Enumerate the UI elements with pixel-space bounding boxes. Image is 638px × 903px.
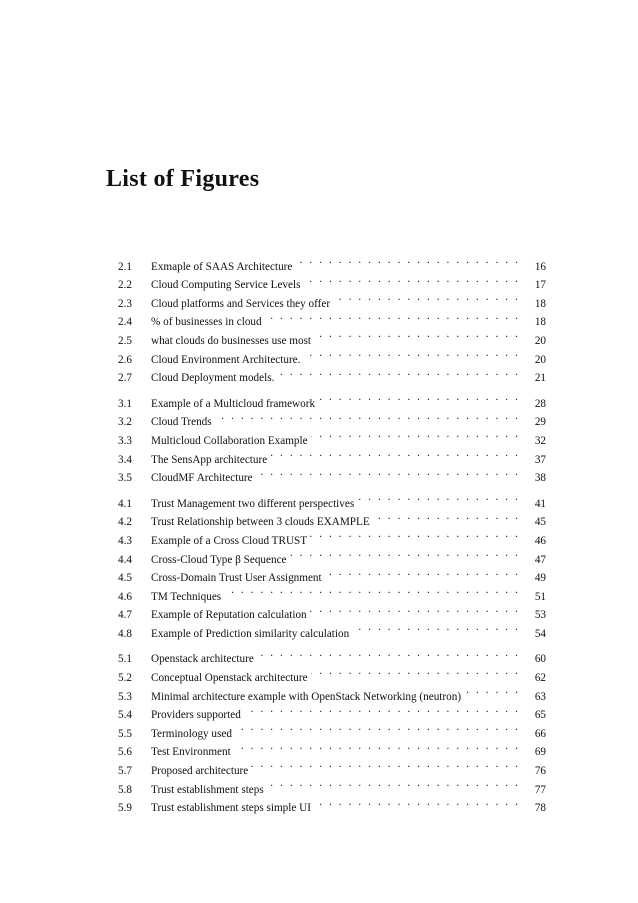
- figure-page-number: 60: [534, 653, 546, 666]
- figure-title[interactable]: Terminology used: [151, 727, 232, 740]
- figure-number: 4.6: [118, 590, 132, 603]
- figure-title[interactable]: Multicloud Collaboration Example: [151, 434, 308, 447]
- figure-page-number: 63: [534, 690, 546, 703]
- figure-title[interactable]: Example of a Multicloud framework: [151, 397, 316, 410]
- figure-group: [118, 488, 546, 640]
- figure-page-number: 45: [534, 516, 546, 529]
- figure-page-number: 38: [534, 472, 546, 485]
- figure-number: 5.1: [118, 653, 132, 666]
- figure-number: 2.2: [118, 279, 132, 292]
- dot-leader: [290, 544, 520, 563]
- figure-number: 3.5: [118, 472, 132, 485]
- figure-title[interactable]: Trust establishment steps simple UI: [151, 802, 311, 815]
- figure-group: [118, 644, 546, 815]
- dot-leader: [277, 363, 520, 382]
- dot-leader: [311, 662, 520, 681]
- figure-number: 5.5: [118, 727, 132, 740]
- figure-number: 2.3: [118, 297, 132, 310]
- figure-page-number: 18: [534, 297, 546, 310]
- figure-number: 3.1: [118, 397, 132, 410]
- figure-page-number: 77: [534, 783, 546, 796]
- figure-page-number: 29: [534, 416, 546, 429]
- figure-entry[interactable]: [118, 488, 546, 510]
- figure-page-number: 41: [534, 497, 546, 510]
- figure-page-number: 37: [534, 453, 546, 466]
- dot-leader: [257, 644, 520, 663]
- figure-page-number: 69: [534, 746, 546, 759]
- figure-number: 4.7: [118, 609, 132, 622]
- figure-title[interactable]: Example of a Cross Cloud TRUST: [151, 534, 308, 547]
- dot-leader: [234, 737, 520, 756]
- figure-page-number: 76: [534, 765, 546, 778]
- figure-title[interactable]: Cloud Trends: [151, 416, 212, 429]
- figure-page-number: 46: [534, 534, 546, 547]
- dot-leader: [314, 325, 520, 344]
- figure-title[interactable]: Providers supported: [151, 709, 241, 722]
- figure-title[interactable]: The SensApp architecture: [151, 453, 268, 466]
- figure-page-number: 51: [534, 590, 546, 603]
- figure-entry[interactable]: [118, 251, 546, 273]
- figure-number: 4.4: [118, 553, 132, 566]
- figure-title[interactable]: Conceptual Openstack architecture: [151, 672, 308, 685]
- dot-leader: [235, 718, 520, 737]
- figure-number: 3.2: [118, 416, 132, 429]
- figure-page-number: 20: [534, 334, 546, 347]
- figure-title[interactable]: Example of Reputation calculation: [151, 609, 307, 622]
- figure-title[interactable]: Trust Management two different perspectives: [151, 497, 355, 510]
- dot-leader: [464, 681, 520, 700]
- figure-page-number: 62: [534, 672, 546, 685]
- page-title: List of Figures: [106, 166, 260, 192]
- figure-number: 4.5: [118, 572, 132, 585]
- figure-title[interactable]: Openstack architecture: [151, 653, 254, 666]
- figure-title[interactable]: Trust Relationship between 3 clouds EXAMPLE: [151, 516, 370, 529]
- figure-number: 2.5: [118, 334, 132, 347]
- figure-title[interactable]: Exmaple of SAAS Architecture: [151, 260, 293, 273]
- dot-leader: [215, 407, 520, 426]
- figure-title[interactable]: Cloud Deployment models.: [151, 372, 275, 385]
- list-of-figures: [118, 251, 546, 818]
- dot-leader: [314, 793, 520, 812]
- figure-number: 2.1: [118, 260, 132, 273]
- figure-number: 2.6: [118, 353, 132, 366]
- figure-title[interactable]: Cloud Environment Architecture.: [151, 353, 301, 366]
- figure-number: 5.9: [118, 802, 132, 815]
- figure-page-number: 28: [534, 397, 546, 410]
- figure-number: 4.2: [118, 516, 132, 529]
- dot-leader: [325, 563, 520, 582]
- figure-title[interactable]: TM Techniques: [151, 590, 222, 603]
- figure-number: 2.7: [118, 372, 132, 385]
- dot-leader: [295, 251, 520, 270]
- dot-leader: [352, 618, 520, 637]
- figure-group: [118, 388, 546, 485]
- figure-page-number: 21: [534, 372, 546, 385]
- figure-title[interactable]: Proposed architecture: [151, 765, 249, 778]
- dot-leader: [318, 388, 520, 407]
- figure-entry[interactable]: [118, 644, 546, 666]
- dot-leader: [244, 700, 520, 719]
- dot-leader: [267, 774, 520, 793]
- dot-leader: [270, 444, 520, 463]
- figure-number: 2.4: [118, 316, 132, 329]
- figure-title[interactable]: Minimal architecture example with OpenStack Networking (neutron): [151, 690, 462, 703]
- dot-leader: [224, 581, 520, 600]
- figure-number: 5.3: [118, 690, 132, 703]
- dot-leader: [310, 600, 520, 619]
- figure-number: 5.6: [118, 746, 132, 759]
- figure-title[interactable]: Cross-Domain Trust User Assignment: [151, 572, 322, 585]
- figure-page-number: 53: [534, 609, 546, 622]
- figure-page-number: 78: [534, 802, 546, 815]
- figure-number: 5.7: [118, 765, 132, 778]
- figure-page-number: 32: [534, 434, 546, 447]
- figure-page-number: 17: [534, 279, 546, 292]
- dot-leader: [373, 507, 520, 526]
- dot-leader: [311, 425, 520, 444]
- figure-number: 4.3: [118, 534, 132, 547]
- figure-title[interactable]: Test Environment: [151, 746, 231, 759]
- figure-title[interactable]: what clouds do businesses use most: [151, 334, 312, 347]
- figure-number: 5.2: [118, 672, 132, 685]
- figure-title[interactable]: % of businesses in cloud: [151, 316, 262, 329]
- figure-title[interactable]: CloudMF Architecture: [151, 472, 253, 485]
- figure-page-number: 49: [534, 572, 546, 585]
- figure-page-number: 16: [534, 260, 546, 273]
- figure-title[interactable]: Cross-Cloud Type β Sequence: [151, 553, 287, 566]
- figure-page-number: 66: [534, 727, 546, 740]
- dot-leader: [357, 488, 520, 507]
- figure-page-number: 47: [534, 553, 546, 566]
- figure-number: 3.4: [118, 453, 132, 466]
- figure-page-number: 20: [534, 353, 546, 366]
- figure-entry[interactable]: [118, 388, 546, 410]
- figure-page-number: 65: [534, 709, 546, 722]
- figure-number: 5.4: [118, 709, 132, 722]
- dot-leader: [310, 525, 520, 544]
- dot-leader: [303, 270, 520, 289]
- dot-leader: [265, 307, 520, 326]
- dot-leader: [333, 288, 520, 307]
- figure-number: 4.8: [118, 627, 132, 640]
- figure-title[interactable]: Trust establishment steps: [151, 783, 264, 796]
- figure-title[interactable]: Cloud Computing Service Levels: [151, 279, 301, 292]
- figure-title[interactable]: Cloud platforms and Services they offer: [151, 297, 331, 310]
- figure-number: 5.8: [118, 783, 132, 796]
- figure-number: 4.1: [118, 497, 132, 510]
- dot-leader: [303, 344, 520, 363]
- figure-page-number: 54: [534, 627, 546, 640]
- figure-group: [118, 251, 546, 385]
- figure-page-number: 18: [534, 316, 546, 329]
- figure-title[interactable]: Example of Prediction similarity calculation: [151, 627, 350, 640]
- dot-leader: [251, 755, 520, 774]
- dot-leader: [256, 463, 520, 482]
- figure-number: 3.3: [118, 434, 132, 447]
